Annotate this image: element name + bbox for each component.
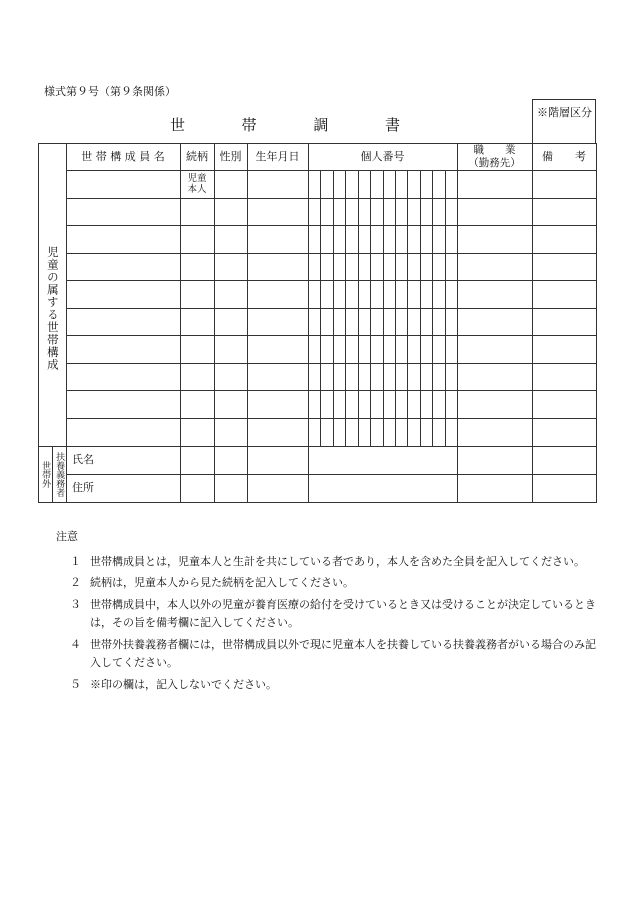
title-char: 調 [313, 116, 329, 134]
header-relation: 続柄 [186, 149, 208, 163]
table-rule-horizontal [66, 418, 596, 419]
support-side-label-inner-cell [52, 446, 66, 502]
first-row-relation [180, 171, 214, 198]
household-side-label: 児童の属する世帯構成 [45, 245, 60, 371]
note-item [56, 596, 596, 633]
table-rule-horizontal [66, 253, 596, 254]
note-number: ４ [70, 637, 81, 651]
header-personal-number: 個人番号 [360, 149, 405, 163]
table-rule-vertical [66, 143, 67, 502]
note-text: 世帯外扶養義務者欄には，世帯構成員以外で現に児童本人を扶養している扶養義務者がいる場合のみ記入してください。 [90, 637, 596, 669]
table-rule-vertical [596, 143, 597, 503]
header-remarks: 備 考 [542, 149, 586, 163]
note-text: 世帯構成員とは，児童本人と生計を共にしている者であり，本人を含めた全員を記入してください。 [90, 554, 585, 568]
hierarchy-classification-label: ※階層区分 [537, 106, 592, 119]
first-row-relation-text: 児童本人 [187, 173, 207, 195]
table-rule-horizontal [66, 390, 596, 391]
support-side-label-outer: 世帯外 [40, 460, 51, 488]
table-rule-horizontal [66, 335, 596, 336]
header-occupation [457, 143, 532, 170]
header-birth: 生年月日 [255, 149, 300, 163]
hierarchy-classification-box[interactable] [532, 99, 596, 143]
table-rule-vertical [247, 143, 248, 502]
table-rule-vertical [457, 143, 458, 502]
table-rule-vertical [308, 143, 309, 502]
table-rule-horizontal [66, 170, 596, 171]
support-side-label-outer-cell [38, 446, 52, 502]
notes-title: 注意 [56, 530, 78, 543]
form-number: 様式第９号（第９条関係） [44, 85, 176, 98]
table-rule-horizontal [66, 363, 596, 364]
note-number: ５ [70, 677, 81, 691]
table-rule-horizontal [38, 502, 597, 503]
table-rule-horizontal [66, 225, 596, 226]
table-rule-horizontal [66, 198, 596, 199]
household-table [38, 143, 596, 502]
table-rule-vertical [532, 143, 533, 502]
note-item [56, 636, 596, 673]
support-side-label-inner: 扶養義務者 [54, 451, 65, 497]
support-name-label: 氏名 [72, 453, 94, 467]
household-side-label-cell [38, 170, 66, 446]
header-occupation-line2: （勤務先） [468, 156, 521, 169]
support-address-label: 住所 [72, 481, 94, 495]
header-occupation-line1: 職 業 [473, 143, 516, 156]
note-text: 世帯構成員中，本人以外の児童が養育医療の給付を受けているとき又は受けることが決定しているときは，その旨を備考欄に記入してください。 [90, 597, 596, 629]
table-rule-horizontal [66, 308, 596, 309]
notes-section [56, 528, 596, 697]
note-text: 続柄は，児童本人から見た続柄を記入してください。 [90, 576, 354, 589]
note-number: １ [70, 554, 81, 568]
note-item [56, 676, 596, 695]
title-char: 書 [384, 116, 400, 134]
header-members: 世 帯 構 成 員 名 [81, 149, 165, 163]
title-char: 世 [170, 116, 186, 134]
table-rule-vertical [214, 143, 215, 502]
note-number: ３ [70, 597, 81, 611]
note-number: ２ [70, 576, 81, 589]
table-rule-horizontal [66, 280, 596, 281]
note-item [56, 574, 596, 593]
header-sex: 性別 [219, 149, 242, 163]
note-item [56, 553, 596, 572]
page-title [170, 114, 400, 135]
title-char: 帯 [241, 116, 257, 134]
note-text: ※印の欄は，記入しないでください。 [90, 677, 277, 691]
